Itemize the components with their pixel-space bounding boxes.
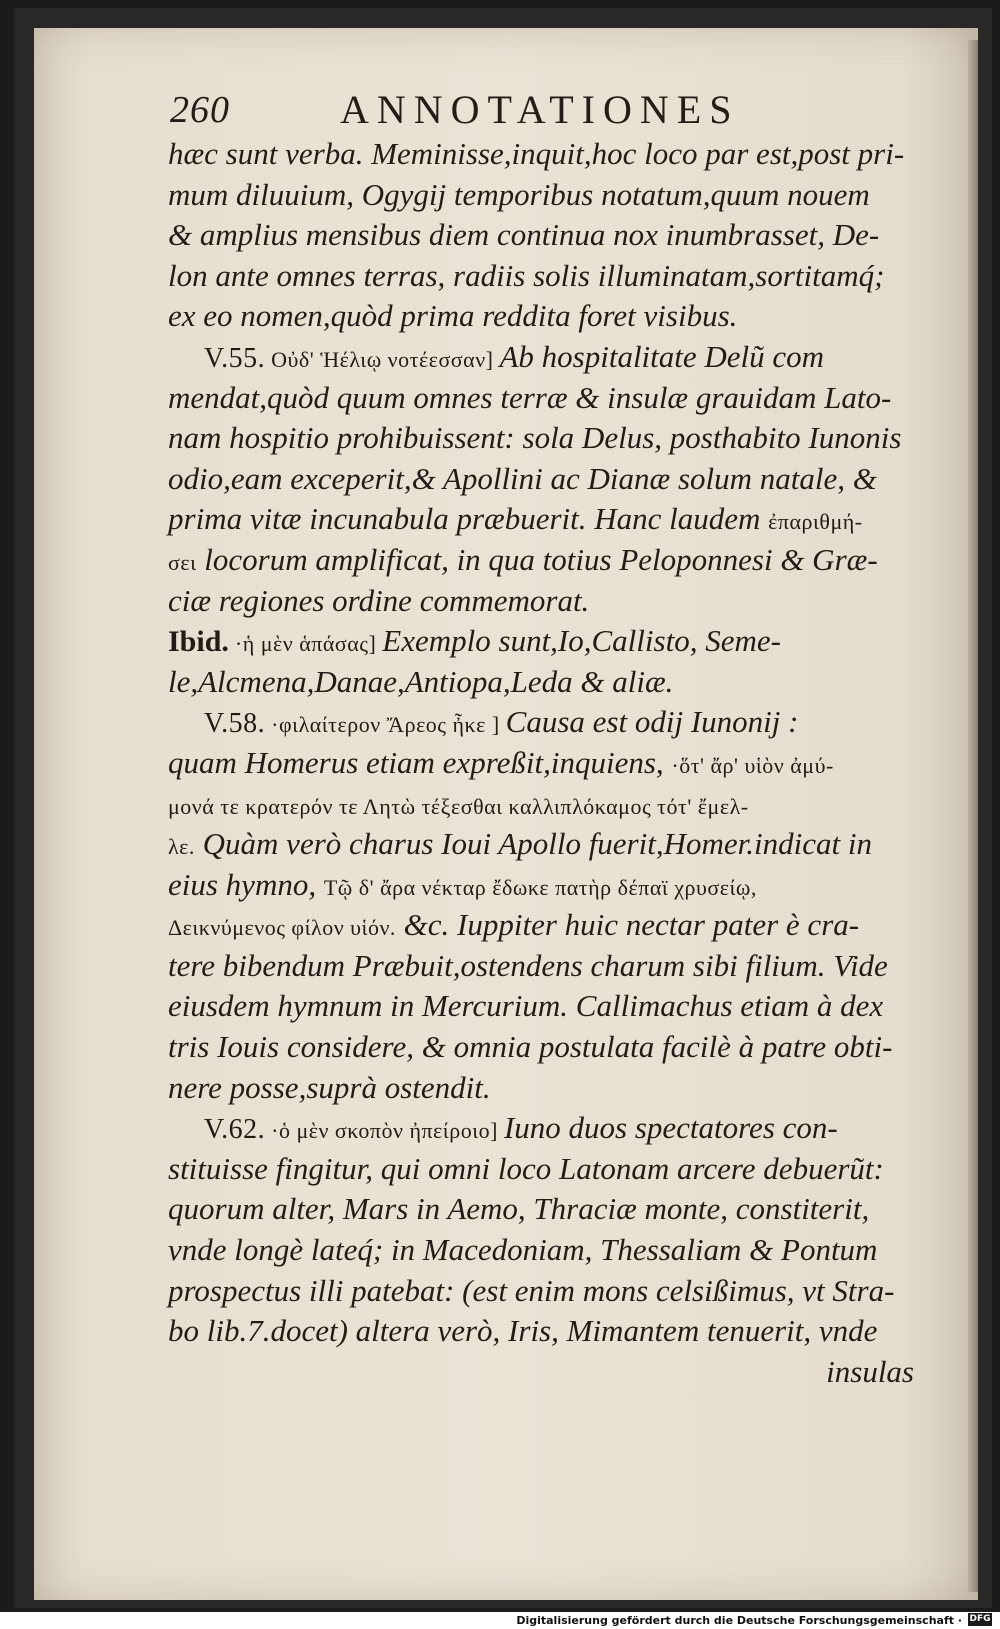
text-line [168, 540, 938, 581]
text-line [168, 905, 938, 946]
page-header [170, 82, 820, 138]
running-head: ANNOTATIONES [340, 87, 740, 132]
greek-lemma: Οὐδ' Ἡέλιῳ νοτέεσσαν] [265, 346, 500, 372]
text-line [168, 378, 938, 419]
text-run: vnde longè lateq́; in Macedoniam, Thessaliam & Pontum [168, 1232, 878, 1268]
text-line [168, 865, 938, 906]
text-run: mendat,quòd quum omnes terræ & insulæ grauidam Lato- [168, 379, 892, 415]
text-line [168, 1027, 938, 1068]
text-line [168, 581, 938, 622]
text-line [168, 459, 938, 500]
page-number: 260 [170, 89, 230, 131]
greek-lemma: ·ὁ μὲν σκοπὸν ἠπείροιο] [265, 1118, 504, 1144]
text-run: quorum alter, Mars in Aemo, Thraciæ monte, constiterit, [168, 1191, 870, 1227]
text-line [168, 1271, 938, 1312]
text-run: locorum amplificat, in qua totius Peloponnesi & Græ- [196, 541, 878, 577]
text-line [168, 256, 938, 297]
text-run: nere posse,suprà ostendit. [168, 1069, 491, 1105]
greek-lemma: ἐπαριθμή- [768, 509, 863, 535]
text-run: le,Alcmena,Danae,Antiopa,Leda & aliæ. [168, 663, 674, 699]
text-line [168, 418, 938, 459]
text-run: ciæ regiones ordine commemorat. [168, 582, 590, 618]
text-run: &c. Iuppiter huic nectar pater è cra- [395, 907, 860, 943]
greek-lemma: μονά τε κρατερόν τε Λητὼ τέξεσθαι καλλιπλόκαμος τότ' ἔμελ- [168, 793, 749, 819]
text-run: prima vitæ incunabula præbuerit. Hanc laudem [168, 501, 769, 537]
text-run: eiusdem hymnum in Mercurium. Callimachus etiam à dex [168, 988, 884, 1024]
text-line [168, 1068, 938, 1109]
footer-credit: Digitalisierung gefördert durch die Deutsche Forschungsgemeinschaft · [516, 1614, 962, 1627]
text-run: Exemplo sunt,Io,Callisto, Seme- [382, 623, 781, 659]
text-run: tris Iouis considere, & omnia postulata facilè à patre obti- [168, 1029, 893, 1065]
text-run: Quàm verò charus Ioui Apollo fuerit,Homer.indicat in [194, 826, 872, 862]
greek-lemma: Δεικνύμενος φίλον υἱόν. [168, 915, 396, 941]
text-run: stituisse fingitur, qui omni loco Latonam arcere debuerũt: [168, 1150, 884, 1186]
page-edge [968, 40, 978, 1592]
verse-reference: V.58. [204, 708, 266, 740]
text-line [168, 1311, 938, 1352]
text-line [168, 1108, 938, 1149]
verse-reference: Ibid. [168, 625, 229, 659]
text-run: nam hospitio prohibuissent: sola Delus, posthabito Iunonis [168, 420, 902, 456]
text-run: tere bibendum Præbuit,ostendens charum sibi filium. Vide [168, 947, 888, 983]
text-line [168, 946, 938, 987]
text-line [168, 1189, 938, 1230]
text-line [168, 1149, 938, 1190]
text-run: hæc sunt verba. Meminisse,inquit,hoc loco par est,post pri- [168, 136, 905, 171]
text-run: Iuno duos spectatores con- [503, 1110, 838, 1146]
text-line [168, 824, 938, 865]
text-run: quam Homerus etiam expreßit,inquiens, [168, 744, 672, 780]
greek-lemma: ·ὅτ' ἄρ' υἱὸν ἀμύ- [671, 752, 834, 778]
text-line [168, 215, 938, 256]
greek-lemma: ·ἡ μὲν ἁπάσας] [228, 631, 383, 657]
text-line [168, 702, 938, 743]
greek-lemma: ·φιλαίτερον Ἄρεος ἦκε ] [265, 712, 506, 738]
text-run: odio,eam exceperit,& Apollini ac Dianæ solum natale, & [168, 460, 877, 496]
text-run: prospectus illi patebat: (est enim mons celsißimus, vt Stra- [168, 1272, 895, 1308]
text-line [168, 743, 938, 784]
text-line [168, 986, 938, 1027]
text-run: Ab hospitalitate Delũ com [499, 338, 825, 374]
greek-lemma: λε. [168, 834, 195, 860]
text-run: bo lib.7.docet) altera verò, Iris, Mimantem tenuerit, vnde [168, 1313, 878, 1349]
greek-lemma: σει [168, 549, 197, 575]
text-line [168, 1230, 938, 1271]
text-line [168, 499, 938, 540]
dfg-logo: DFG [969, 1614, 991, 1624]
body-text [168, 134, 938, 1392]
text-line [168, 337, 938, 378]
text-run: & amplius mensibus diem continua nox inumbrasset, De- [168, 217, 880, 253]
verse-reference: V.62. [204, 1114, 266, 1146]
text-run: ex eo nomen,quòd prima reddita foret visibus. [168, 298, 738, 334]
verse-reference: V.55. [204, 342, 266, 374]
text-line [168, 175, 938, 216]
text-run: Causa est odij Iunonij : [505, 704, 799, 740]
catchword [168, 1352, 938, 1393]
text-line [168, 662, 938, 703]
text-run: eius hymno, [168, 866, 324, 902]
text-line [168, 621, 938, 662]
text-line [168, 134, 938, 175]
text-line [168, 784, 938, 825]
text-run: lon ante omnes terras, radiis solis illuminatam,sortitamq́; [168, 257, 885, 293]
text-line [168, 296, 938, 337]
text-run: mum diluuium, Ogygij temporibus notatum,quum nouem [168, 176, 870, 212]
greek-lemma: Τῷ δ' ἄρα νέκταρ ἔδωκε πατὴρ δέπαϊ χρυσείῳ, [323, 874, 757, 900]
text-run: insulas [826, 1353, 914, 1389]
